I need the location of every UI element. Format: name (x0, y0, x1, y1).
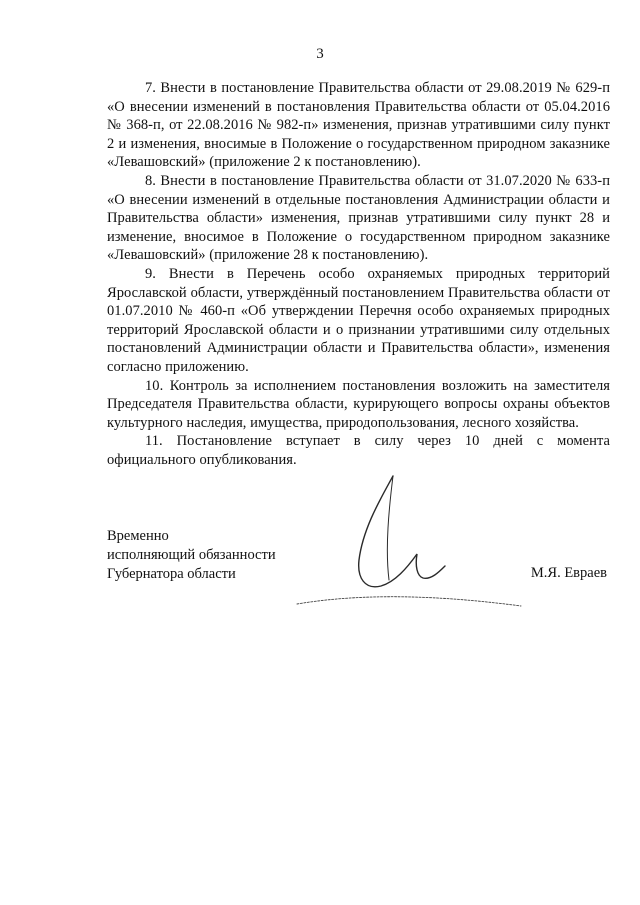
handwritten-signature (285, 468, 525, 618)
page-number: 3 (316, 46, 324, 62)
paragraph-8: 8. Внести в постановление Правительства области от 31.07.2020 № 633-п «О внесении изменений в отдельные постановления Администрации области и Правительства области» изменения, признав утратившими силу пункт 28 и изменение, вносимое в Положение о государственном природном заказнике «Левашовский» (приложение 28 к постановлению). (107, 172, 610, 264)
signatory-title-line-2: исполняющий обязанности (107, 547, 276, 563)
document-body (107, 79, 610, 469)
paragraph-9: 9. Внести в Перечень особо охраняемых природных территорий Ярославской области, утверждённый постановлением Правительства области от 01.07.2010 № 460-п «Об утверждении Перечня особо охраняемых природных территорий Ярославской области и о признании утратившими силу отдельных постановлений Администрации области и Правительства области», изменения согласно приложению. (107, 265, 610, 375)
signer-name: М.Я. Евраев (530, 565, 607, 581)
signatory-title (107, 527, 276, 584)
paragraph-7: 7. Внести в постановление Правительства области от 29.08.2019 № 629-п «О внесении изменений в постановления Правительства области от 05.04.2016 № 368-п, от 22.08.2016 № 982-п» изменения, признав утратившими силу пункт 2 и изменения, вносимые в Положение о государственном природном заказнике «Левашовский» (приложение 2 к постановлению). (107, 80, 610, 171)
paragraph-10: 10. Контроль за исполнением постановления возложить на заместителя Председателя Правительства области, курирующего вопросы охраны объектов культурного наследия, имущества, природопользования, лесного хозяйства. (107, 377, 610, 431)
signatory-title-line-1: Временно (107, 528, 169, 544)
signatory-title-line-3: Губернатора области (107, 566, 236, 582)
paragraph-11: 11. Постановление вступает в силу через 10 дней с момента официального опубликования. (107, 433, 610, 468)
